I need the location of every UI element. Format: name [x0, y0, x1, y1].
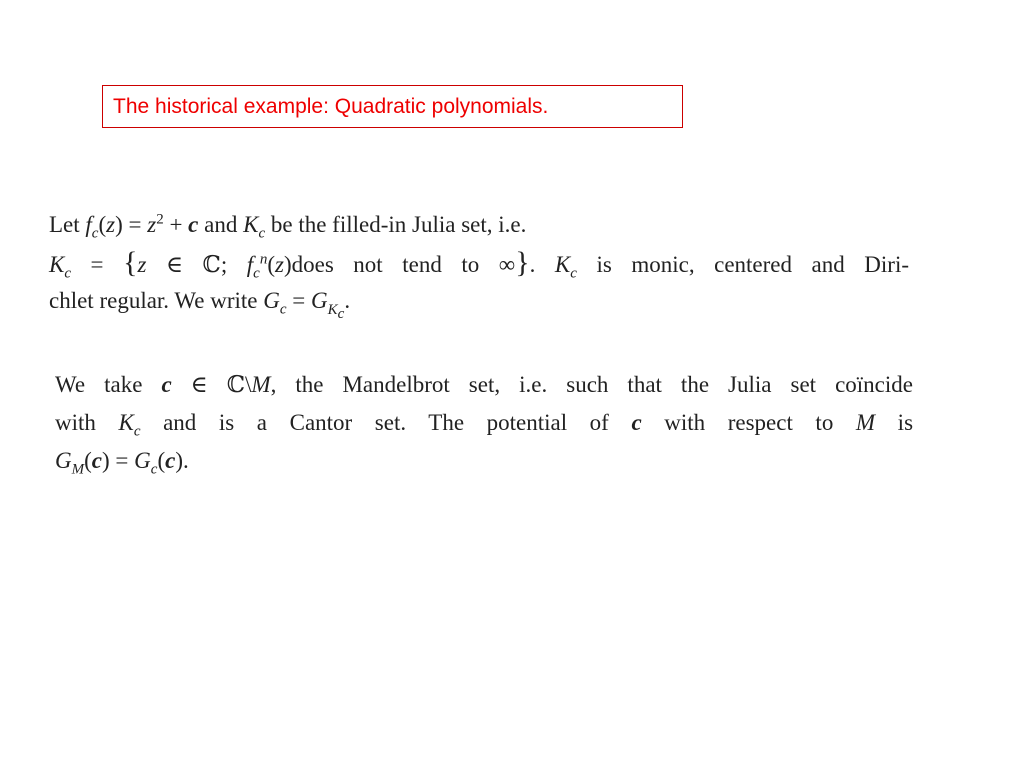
- paragraph-1-line-3: chlet regular. We write $G_c = G_{K_c}$.: [49, 288, 351, 322]
- slide-title: The historical example: Quadratic polynomials.: [102, 85, 683, 128]
- paragraph-1-line-1: Let $f_c(z) = z^2 + c$ and $K_c$ be the filled-in Julia set, i.e.: [49, 211, 527, 242]
- paragraph-filled-julia-set: [49, 206, 909, 320]
- paragraph-2-line-3: $G_M(c) = G_c(c)$.: [55, 448, 189, 478]
- paragraph-2-line-2: with $K_c$ and is a Cantor set. The potential of c with respect to M is: [55, 410, 914, 440]
- paragraph-2-line-1: We take c ∈ ℂ\M, the Mandelbrot set, i.e. such that the Julia set coïncide: [55, 372, 913, 397]
- paragraph-mandelbrot-potential: [55, 366, 913, 480]
- paragraph-1-line-2: $K_c = \{z$ ∈ ℂ; $f_c^n(z)does$ not tend to ∞}. $K_c$ is monic, centered and Diri-: [49, 246, 909, 282]
